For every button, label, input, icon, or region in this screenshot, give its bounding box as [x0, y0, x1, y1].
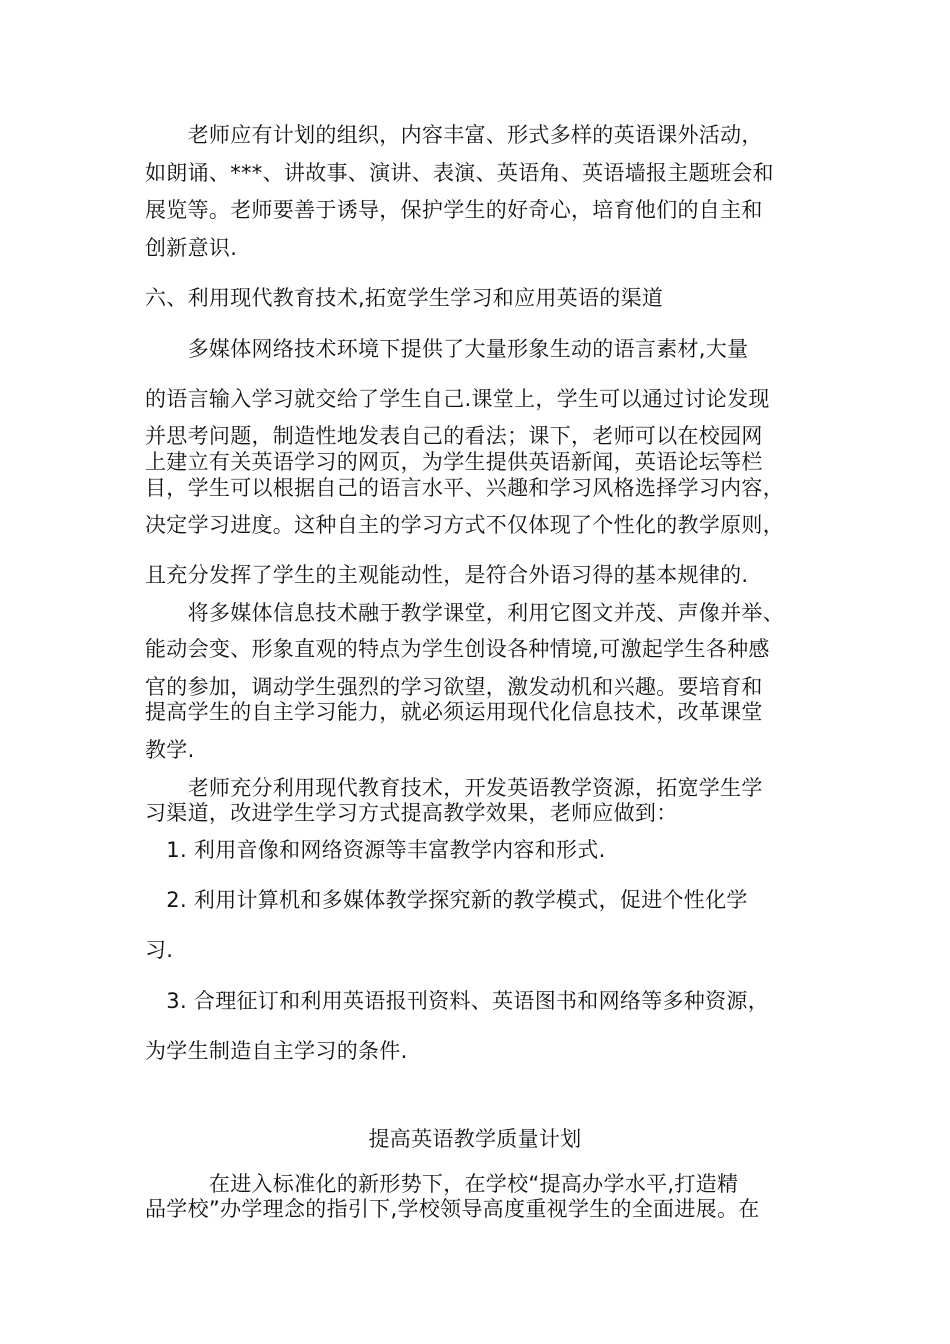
text-line: 的语言输入学习就交给了学生自己.课堂上，学生可以通过讨论发现	[145, 387, 770, 411]
text-line: 决定学习进度。这种自主的学习方式不仅体现了个性化的教学原则，	[145, 513, 784, 537]
text-line: 为学生制造自主学习的条件.	[145, 1039, 408, 1063]
text-line: 且充分发挥了学生的主观能动性，是符合外语习得的基本规律的.	[145, 563, 749, 587]
section-heading: 六、利用现代教育技术,拓宽学生学习和应用英语的渠道	[145, 286, 664, 310]
list-item: 3. 合理征订和利用英语报刊资料、英语图书和网络等多种资源，	[145, 989, 770, 1013]
text-line: 并思考问题，制造性地发表自己的看法；课下，老师可以在校园网	[145, 424, 763, 448]
text-line: 上建立有关英语学习的网页，为学生提供英语新闻，英语论坛等栏	[145, 450, 763, 474]
text-line: 如朗诵、***、讲故事、演讲、表演、英语角、英语墙报主题班会和	[145, 161, 774, 185]
text-line: 老师应有计划的组织，内容丰富、形式多样的英语课外活动，	[145, 123, 763, 147]
text-line: 能动会变、形象直观的特点为学生创设各种情境,可激起学生各种感	[145, 637, 770, 661]
text-line: 习.	[145, 938, 174, 962]
text-line: 提高学生的自主学习能力，就必须运用现代化信息技术，改革课堂	[145, 700, 763, 724]
text-line: 品学校”办学理念的指引下,学校领导高度重视学生的全面进展。在	[145, 1197, 760, 1221]
text-line: 多媒体网络技术环境下提供了大量形象生动的语言素材,大量	[145, 337, 749, 361]
text-line: 展览等。老师要善于诱导，保护学生的好奇心，培育他们的自主和	[145, 198, 763, 222]
text-line: 习渠道，改进学生学习方式提高教学效果，老师应做到：	[145, 801, 678, 825]
list-item: 2. 利用计算机和多媒体教学探究新的教学模式，促进个性化学	[145, 888, 748, 912]
text-line: 目，学生可以根据自己的语言水平、兴趣和学习风格选择学习内容，	[145, 476, 784, 500]
text-line: 创新意识.	[145, 236, 238, 260]
list-item: 1. 利用音像和网络资源等丰富教学内容和形式.	[145, 838, 606, 862]
text-line: 官的参加，调动学生强烈的学习欲望，激发动机和兴趣。要培育和	[145, 675, 763, 699]
text-line: 教学.	[145, 738, 195, 762]
text-line: 老师充分利用现代教育技术，开发英语教学资源，拓宽学生学	[145, 776, 763, 800]
text-line: 将多媒体信息技术融于教学课堂，利用它图文并茂、声像并举、	[145, 601, 784, 625]
document-title: 提高英语教学质量计划	[368, 1127, 582, 1151]
text-line: 在进入标准化的新形势下，在学校“提高办学水平,打造精	[145, 1172, 739, 1196]
